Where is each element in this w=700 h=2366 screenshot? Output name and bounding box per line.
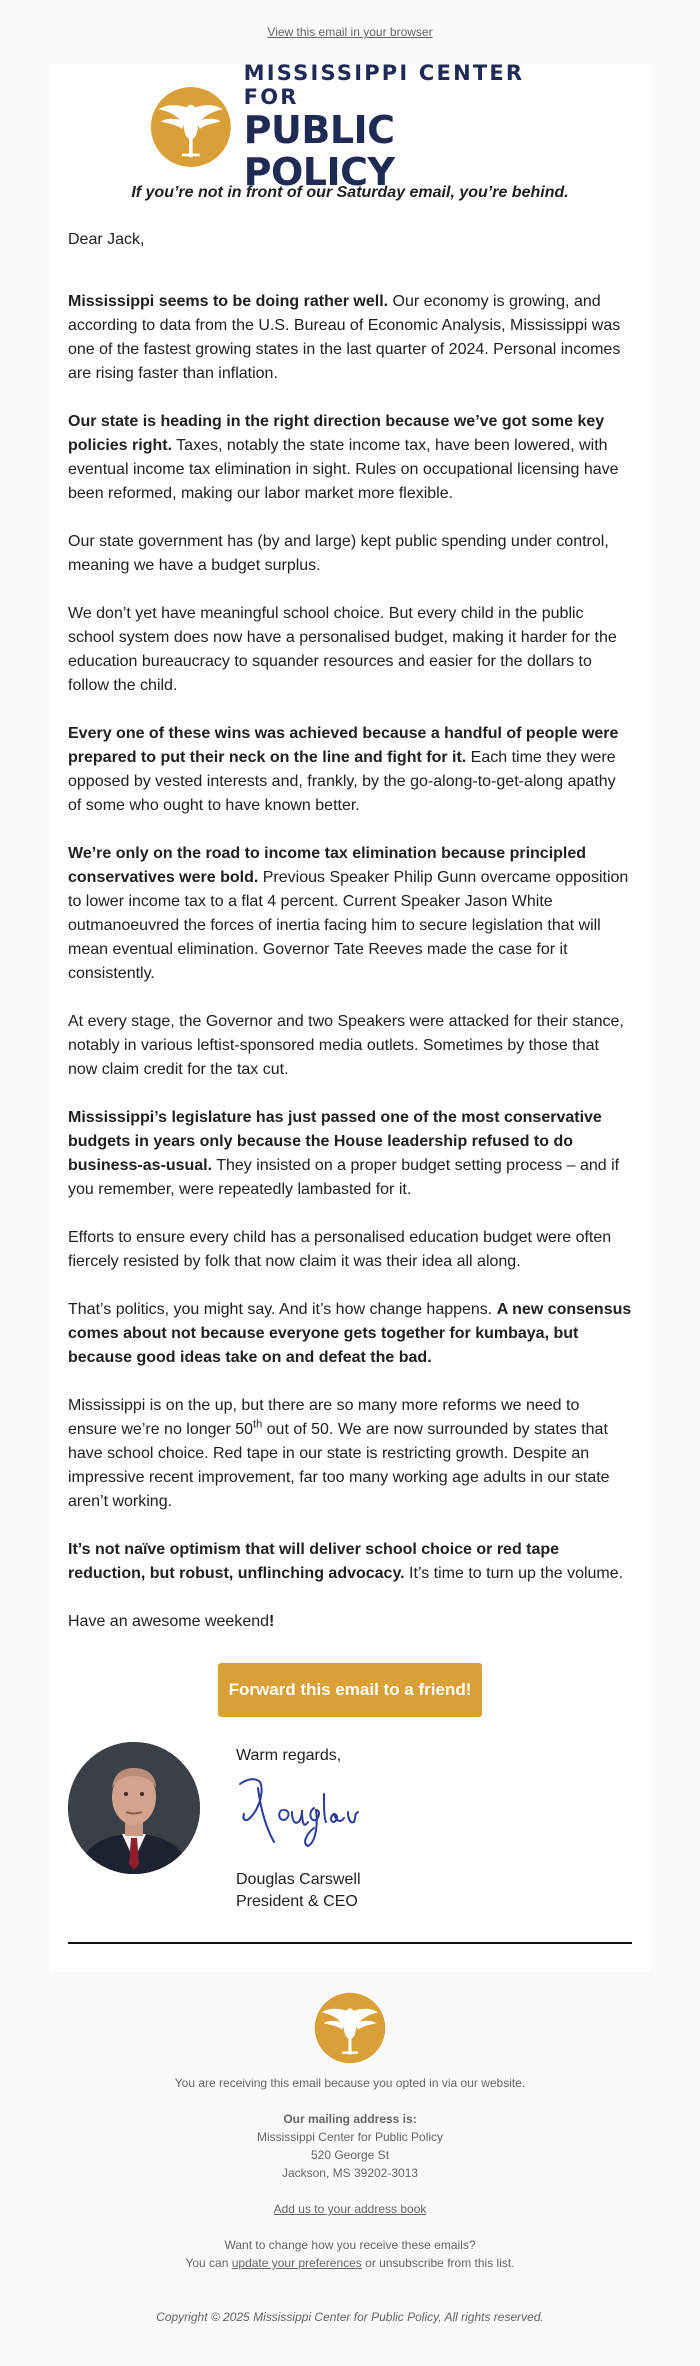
paragraph-lead: Mississippi seems to be doing rather well.: [68, 293, 389, 310]
paragraph-text: That’s politics, you might say. And it’s how change happens.: [68, 1301, 497, 1318]
paragraph: [68, 1010, 632, 1082]
brand-wordmark: [244, 61, 550, 193]
salutation: Warm regards,: [236, 1747, 342, 1764]
paragraph: [68, 530, 632, 578]
closing-line: [68, 1610, 632, 1634]
paragraph-lead: Every one of these wins was achieved because a handful of people were prepared to put their neck on the line and fight for it.: [68, 725, 619, 766]
paragraph-text: Our state government has (by and large) kept public spending under control, meaning we have a budget surplus.: [68, 533, 609, 574]
tagline: If you’re not in front of our Saturday email, you’re behind.: [131, 184, 569, 201]
eagle-emblem-icon: [150, 81, 232, 173]
paragraph: [68, 1106, 632, 1202]
paragraph-reforms: [68, 1394, 632, 1514]
paragraph-lead: We’re only on the road to income tax elimination because principled conservatives were bold.: [68, 845, 587, 886]
add-address-book-link[interactable]: Add us to your address book: [273, 2202, 427, 2216]
mailing-city: Jackson, MS 39202-3013: [281, 2166, 419, 2180]
change-prompt: Want to change how you receive these emails?: [224, 2238, 476, 2252]
paragraph-text: It’s time to turn up the volume.: [404, 1565, 624, 1582]
copyright: Copyright © 2025 Mississippi Center for Public Policy, All rights reserved.: [156, 2310, 544, 2324]
update-preferences-link[interactable]: update your preferences: [231, 2256, 362, 2270]
unsubscribe-text: or unsubscribe from this list.: [361, 2256, 515, 2270]
eagle-emblem-icon: [314, 1992, 386, 2064]
paragraph-lead: Our state is heading in the right direction because we’ve got some key policies right.: [68, 413, 605, 454]
signature-image: [234, 1764, 364, 1854]
you-can-text: You can: [185, 2256, 232, 2270]
paragraph-emphasis: A new consensus comes about not because everyone gets together for kumbaya, but because good ideas take on and defeat the bad.: [68, 1301, 632, 1366]
divider: [68, 1942, 632, 1944]
mailing-org: Mississippi Center for Public Policy: [256, 2130, 444, 2144]
preferences-line: [0, 2254, 700, 2272]
portrait-image: [68, 1742, 200, 1874]
paragraph-text: Previous Speaker Philip Gunn overcame opposition to lower income tax to a flat 4 percent. Current Speaker Jason White outmanoeuvred the forces of inertia facing him to secure legislation that will mean eventual elimination. Governor Tate Reeves made the case for it consistently.: [68, 869, 629, 982]
signer-name: Douglas Carswell: [236, 1871, 361, 1888]
paragraph: [68, 842, 632, 986]
paragraph: [68, 602, 632, 698]
paragraph-politics: [68, 1298, 632, 1370]
mailing-street: 520 George St: [310, 2148, 390, 2162]
paragraph-text: They insisted on a proper budget setting process – and if you remember, were repeatedly lambasted for it.: [68, 1157, 620, 1198]
view-in-browser-link[interactable]: View this email in your browser: [267, 25, 433, 39]
greeting: Dear Jack,: [68, 231, 145, 248]
paragraph-lead: It’s not naïve optimism that will deliver school choice or red tape reduction, but robust, unflinching advocacy.: [68, 1541, 560, 1582]
opt-in-notice: You are receiving this email because you opted in via our website.: [174, 2076, 526, 2090]
avatar: [68, 1742, 200, 1874]
paragraph-lead: Mississippi’s legislature has just passed one of the most conservative budgets in years only because the House leadership refused to do business-as-usual.: [68, 1109, 602, 1174]
preheader: [0, 0, 700, 64]
letter-body: [68, 228, 632, 1658]
paragraph-text: Each time they were opposed by vested interests and, frankly, by the go-along-to-get-along apathy of some who ought to have known better.: [68, 749, 616, 814]
signer-title: President & CEO: [236, 1893, 358, 1910]
closing-text: Have an awesome weekend: [68, 1613, 270, 1630]
paragraph-text: Taxes, notably the state income tax, have been lowered, with eventual income tax elimination in sight. Rules on occupational licensing have been reformed, making our labor market more flexible.: [68, 437, 619, 502]
paragraph-text: Our economy is growing, and according to data from the U.S. Bureau of Economic Analysis, Mississippi was one of the fastest growing states in the last quarter of 2024. Personal incomes are rising faster than inflation.: [68, 293, 621, 382]
paragraph-text: Efforts to ensure every child has a personalised education budget were often fiercely resisted by folk that now claim it was their idea all along.: [68, 1229, 612, 1270]
brand-line2: PUBLIC POLICY: [243, 108, 395, 194]
ordinal-suffix: th: [253, 1418, 263, 1431]
paragraph-text: out of 50. We are now surrounded by states that have school choice. Red tape in our state is restricting growth. Despite an impressive recent improvement, far too many working age adults in our state aren’t working.: [68, 1421, 610, 1510]
brand-line1: MISSISSIPPI CENTER FOR: [243, 61, 525, 109]
closing-mark: !: [269, 1613, 275, 1630]
paragraph-text: Mississippi is on the up, but there are so many more reforms we need to ensure we’re no longer 50: [68, 1397, 580, 1438]
paragraph-advocacy: [68, 1538, 632, 1586]
forward-email-button[interactable]: Forward this email to a friend!: [218, 1663, 482, 1717]
email-card: [50, 61, 650, 1972]
mailing-label: Our mailing address is:: [283, 2112, 417, 2126]
paragraph: [68, 410, 632, 506]
paragraph-text: At every stage, the Governor and two Speakers were attacked for their stance, notably in various leftist-sponsored media outlets. Sometimes by those that now claim credit for the tax cut.: [68, 1013, 624, 1078]
paragraph: [68, 722, 632, 818]
paragraph: [68, 290, 632, 386]
paragraph: [68, 1226, 632, 1274]
paragraph-text: We don’t yet have meaningful school choice. But every child in the public school system does now have a personalised budget, making it harder for the education bureaucracy to squander resources and easier for the dollars to follow the child.: [68, 605, 617, 694]
